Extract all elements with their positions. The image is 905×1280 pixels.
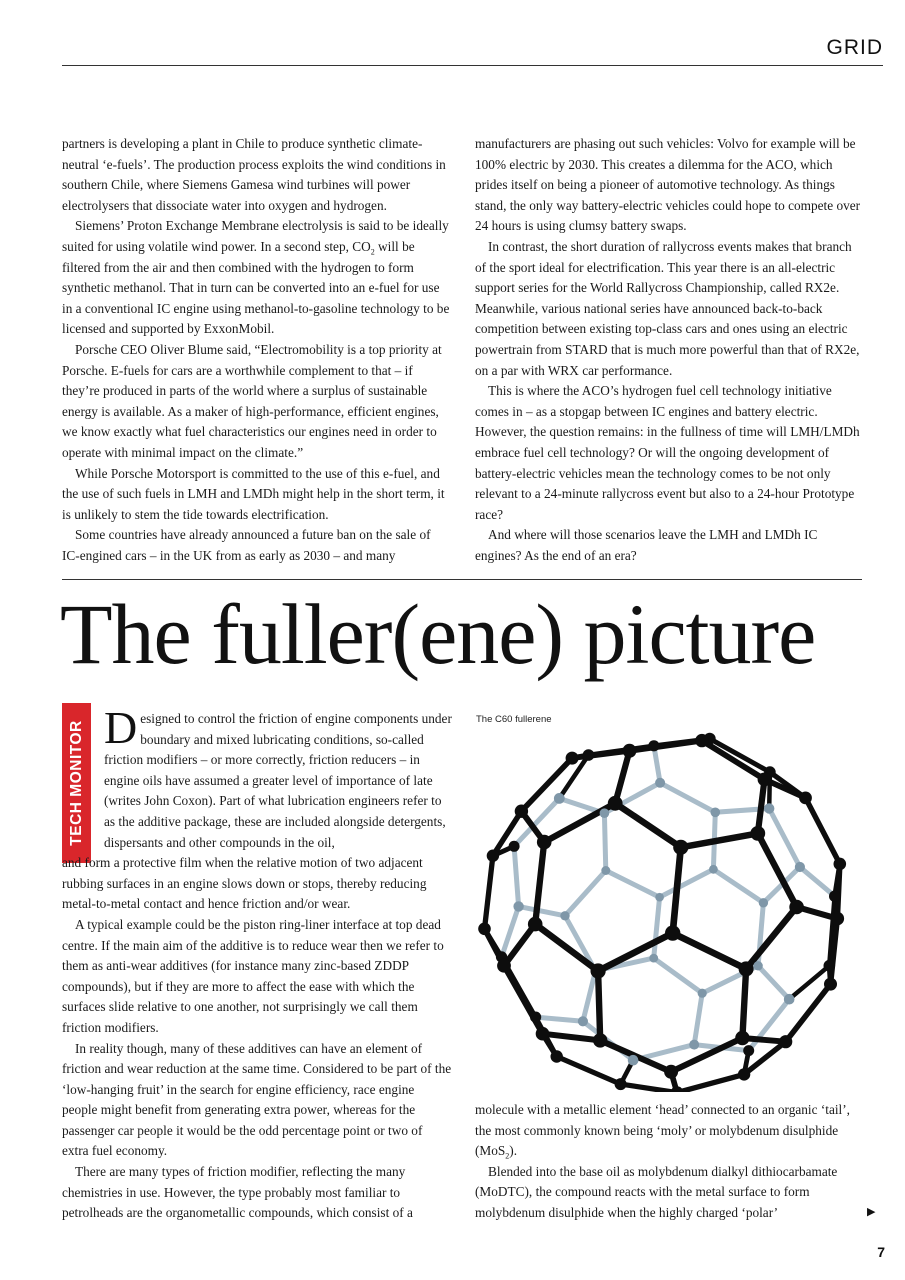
bond (621, 1084, 677, 1092)
triangle-right-icon: ▶ (867, 1206, 876, 1218)
atom (530, 1012, 541, 1023)
atom (784, 994, 795, 1005)
bond (572, 751, 629, 758)
bond (694, 993, 702, 1044)
atom (735, 1031, 749, 1045)
intro-indented (62, 702, 452, 853)
bond (713, 869, 763, 903)
atom (615, 1078, 627, 1090)
atom (478, 923, 491, 936)
atom (698, 989, 707, 998)
paragraph: This is where the ACO’s hydrogen fuel cell technology initiative comes in – as a stopgap between IC engines and battery electric. However, the question remains: in the fullness of time will LMH/LMDh embrace fuel cell technology? Or will the ongoing development of battery-electric vehicles mean the technology comes to be not only relevant to a 24-minute rallycross event but also to a 24-hour Prototype race? (475, 383, 860, 522)
atom (709, 865, 718, 874)
paragraph: manufacturers are phasing out such vehicles: Volvo for example will be 100% electric by 2030. This creates a dilemma for the ACO, which prides itself on being a pioneer of automotive technology. As things stand, the only way battery-electric vehicles could hope to compete over 24 hours is using clumsy battery swaps. (475, 136, 861, 234)
atom (513, 901, 523, 911)
bond (604, 813, 605, 870)
atom (673, 840, 688, 855)
bond (543, 1034, 601, 1041)
atom (487, 850, 499, 862)
paragraph: partners is developing a plant in Chile to produce synthetic climate-neutral ‘e-fuels’. The production process exploits the wind conditions in southern Chile, where Siemens Gamesa wind turbines will power electrolysers that dissociate water into oxygen and hydrogen. (62, 136, 446, 213)
article-column-right (475, 134, 865, 566)
atom (764, 803, 774, 813)
bond (583, 971, 596, 1022)
bond (514, 846, 519, 906)
bond (671, 1038, 742, 1072)
bond (660, 869, 714, 897)
atom (554, 793, 565, 804)
atom (758, 773, 772, 787)
atom (551, 1050, 563, 1062)
atom (623, 744, 637, 758)
bond (654, 958, 703, 993)
atom (497, 959, 511, 973)
bond (758, 779, 765, 833)
drop-cap: D (104, 702, 138, 753)
bond (746, 907, 797, 969)
paragraph: Some countries have already announced a future ban on the sale of IC-engined cars – in the UK from as early as 2030 – and many (62, 527, 431, 563)
paragraph: While Porsche Motorsport is committed to the use of this e-fuel, and the use of such fuels in LMH and LMDh might help in the short term, it is unlikely to stem the tide towards electrification. (62, 465, 445, 522)
atom (515, 805, 528, 818)
paragraph: A typical example could be the piston ring-liner interface at top dead centre. If the main aim of the additive is to reduce wear then we refer to them as anti-wear additives (for instance many zinc-based ZDDP compounds), but if they are more to affect the ease with which the surfaces slide relative to one another, not surprisingly we call them friction modifiers. (62, 916, 444, 1035)
atom (824, 978, 837, 991)
atom (655, 893, 664, 902)
atom (711, 808, 721, 818)
atom (655, 778, 665, 788)
bond (557, 1057, 621, 1085)
atom (537, 835, 552, 850)
atom (628, 1055, 639, 1066)
atom (600, 808, 610, 818)
atom (536, 1027, 550, 1041)
bond (521, 758, 572, 811)
atom (593, 1033, 607, 1047)
bond (485, 856, 493, 929)
paragraph: Blended into the base oil as molybdenum dialkyl dithiocarbamate (MoDTC), the compound reacts with the metal surface to form molybdenum disulphide when the highly charged ‘polar’ (475, 1163, 838, 1220)
bond (660, 783, 715, 813)
atom (583, 749, 595, 761)
atom (695, 734, 708, 747)
atom (509, 841, 520, 852)
bond (702, 741, 765, 780)
bond (615, 751, 629, 804)
bond (837, 864, 840, 919)
bond (519, 906, 565, 915)
paragraph-moly: molecule with a metallic element ‘head’ connected to an organic ‘tail’, the most commonly known being ‘moly’ or molybdenum disulphide (MoS$_2$). (475, 1102, 850, 1161)
atom (578, 1016, 588, 1026)
atom (648, 740, 659, 751)
figure-caption: The C60 fullerene (476, 714, 552, 725)
page-number: 7 (877, 1244, 885, 1260)
paragraph: In reality though, many of these additives can have an element of friction and wear reduction at the same time. Considered to be part of the ‘low-hanging fruit’ in the search for engine efficiency, race engine people might benefit from generating extra power, whereas for the passenger car people it would be the odd percentage point or two of extra fuel economy. (62, 1040, 452, 1159)
bond (681, 833, 758, 847)
atom (799, 792, 812, 805)
tech-monitor-label: TECH MONITOR (67, 720, 85, 846)
intro-continued: and form a protective film when the relative motion of two adjacent rubbing surfaces in an engine slows down or stops, thereby reducing metal-to-metal contact and hence friction and/or wear. (62, 855, 427, 912)
atom (789, 900, 804, 915)
atom (608, 796, 623, 811)
bond (535, 924, 598, 971)
atom (560, 911, 569, 920)
feature-column-right (475, 1100, 865, 1224)
bond (598, 971, 600, 1040)
bond (758, 966, 789, 999)
atom (689, 1040, 699, 1050)
atom (739, 961, 754, 976)
atom (665, 925, 680, 940)
atom (743, 1045, 754, 1056)
paragraph-siemens: Siemens’ Proton Exchange Membrane electrolysis is said to be ideally suited for using volatile wind power. In a second step, $CO_2$ will be filtered from the air and then combined with the hydrogen to form synthetic methanol. That in turn can be converted into an e-fuel for use in a conventional IC engine using methanol-to-gasoline technology to be licensed and supported by ExxonMobil. (62, 218, 450, 337)
atom (664, 1065, 678, 1079)
bond (654, 897, 660, 958)
bond (673, 933, 746, 969)
atom (750, 826, 765, 841)
atom (779, 1035, 792, 1048)
section-divider (62, 579, 862, 580)
atom (795, 862, 805, 872)
bond (615, 803, 681, 847)
atom (753, 961, 762, 970)
feature-column-left (62, 702, 452, 1224)
bond (806, 798, 840, 864)
bond (677, 1074, 744, 1092)
atom (649, 954, 658, 963)
bond (673, 847, 681, 933)
paragraph: Porsche CEO Oliver Blume said, “Electromobility is a top priority at Porsche. E-fuels for cars are a worthwhile complement to that – if they’re produced in parts of the world where a surplus of sustainable energy is available. As a maker of high-performance, efficient engines, we know exactly what fuel characteristics our engines need in order to operate with minimal impact on the climate.” (62, 341, 442, 460)
section-label: GRID (826, 36, 883, 59)
atom (591, 963, 606, 978)
bond (606, 871, 660, 898)
atom (601, 866, 610, 875)
bond (504, 966, 543, 1034)
atom (831, 912, 845, 926)
paragraph: There are many types of friction modifier, reflecting the many chemistries in use. However, the type probably most familiar to petrolheads are the organometallic compounds, which consist of a (62, 1164, 413, 1221)
feature-headline: The fuller(ene) picture (60, 586, 816, 682)
bond (565, 871, 606, 916)
bond (800, 867, 835, 896)
paragraph: And where will those scenarios leave the LMH and LMDh IC engines? As the end of an era? (475, 527, 818, 563)
bond (654, 746, 660, 783)
header-rule (62, 65, 883, 66)
atom (829, 891, 840, 902)
intro-paragraph: Designed to control the friction of engine components under boundary and mixed lubricating conditions, so-called friction modifiers – or more correctly, friction reducers – in engine oils have assumed a greater level of importance of late (writes John Coxon). Part of what lubrication engineers refer to as the additive package, these are included alongside detergents, dispersants and other compounds in the oil, (104, 702, 452, 850)
atom (566, 752, 579, 765)
atom (824, 960, 836, 972)
paragraph: In contrast, the short duration of rallycross events makes that branch of the sport ideal for electrification. This year there is an all-electric support series for the World Rallycross Championship, called RX2e. Meanwhile, various national series have announced back-to-back competition between existing top-class cars and ones using an electric powertrain from STARD that is much more powerful than that of RX2e, on a par with WRX car performance. (475, 238, 860, 378)
article-column-left (62, 134, 450, 566)
atom (759, 898, 768, 907)
bond (536, 1017, 583, 1021)
fullerene-molecule-image (470, 722, 860, 1092)
bond (742, 969, 746, 1038)
bond (786, 984, 831, 1042)
atom (834, 858, 847, 871)
atom (528, 917, 543, 932)
atom (738, 1068, 750, 1080)
